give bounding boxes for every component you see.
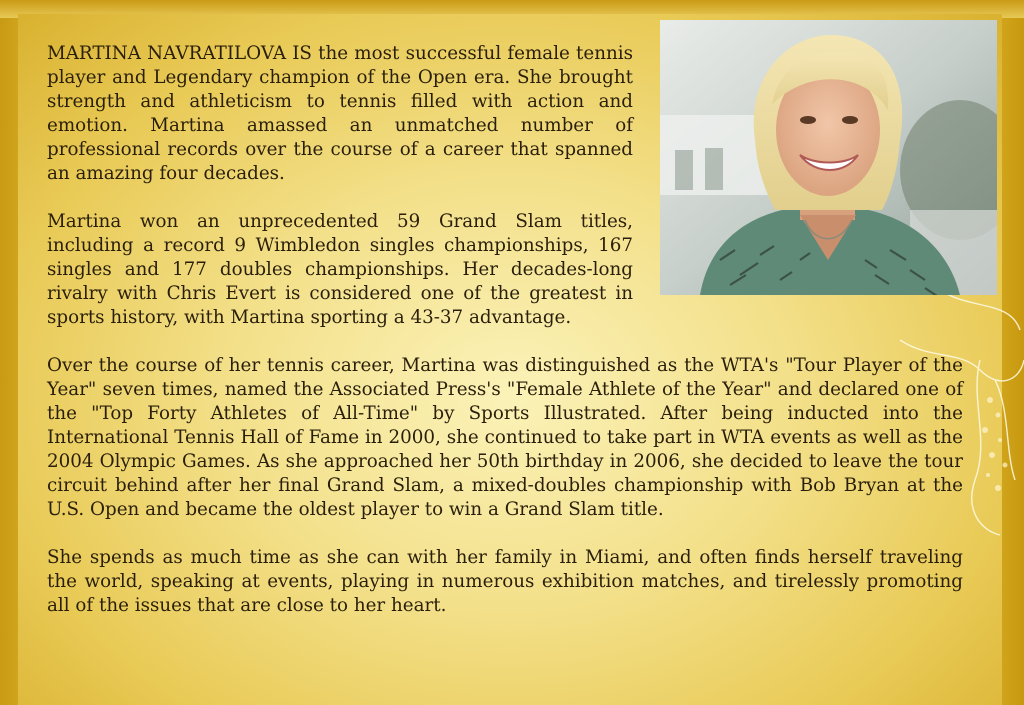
- paragraph-grand-slams: Martina won an unprecedented 59 Grand Slam titles, including a record 9 Wimbledon singles championships, 167 singles and 177 doubles championships. Her decades-long rivalry with Chris Evert is considered one of the greatest in sports history, with Martina sporting a 43-37 advantage.: [47, 211, 633, 328]
- photo-spacer: [633, 42, 963, 298]
- biography-text: [47, 42, 963, 642]
- paragraph-intro-body: the most successful female tennis player and Legendary champion of the Open era. She brought strength and athleticism to tennis filled with action and emotion. Martina amassed an unmatched number of professional records over the course of a career that spanned an amazing four decades.: [47, 43, 634, 184]
- paragraph-personal-life: She spends as much time as she can with her family in Miami, and often finds herself traveling the world, speaking at events, playing in numerous exhibition matches, and tirelessly promoting all of the issues that are close to her heart.: [47, 547, 963, 616]
- paragraph-career-honors: Over the course of her tennis career, Martina was distinguished as the WTA's "Tour Player of the Year" seven times, named the Associated Press's "Female Athlete of the Year" and declared one of the "Top Forty Athletes of All-Time" by Sports Illustrated. After being inducted into the International Tennis Hall of Fame in 2000, she continued to take part in WTA events as well as the 2004 Olympic Games. As she approached her 50th birthday in 2006, she decided to leave the tour circuit behind after her final Grand Slam, a mixed-doubles championship with Bob Bryan at the U.S. Open and became the oldest player to win a Grand Slam title.: [47, 355, 963, 520]
- lead-name: MARTINA NAVRATILOVA IS: [47, 43, 312, 64]
